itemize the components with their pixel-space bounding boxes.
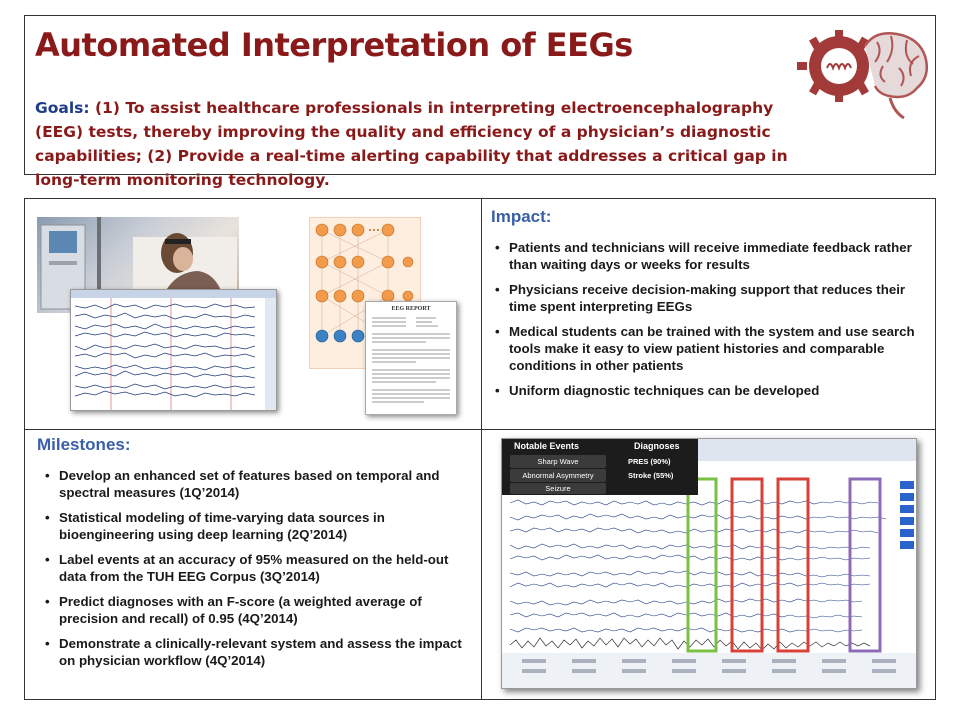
impact-item: • Physicians receive decision-making support that reduces their time spent interpreting EEGs — [495, 281, 925, 315]
impact-item: • Patients and technicians will receive immediate feedback rather than waiting days or weeks for results — [495, 239, 925, 273]
event-seizure-button[interactable]: Seizure — [510, 483, 606, 494]
red-highlight-box-2 — [778, 479, 808, 651]
milestones-heading: Milestones: — [37, 435, 131, 454]
eeg-report-document — [365, 301, 457, 415]
notable-events-panel — [502, 439, 698, 495]
eeg-viewer-screenshot — [501, 438, 917, 689]
purple-highlight-box — [850, 479, 880, 651]
milestone-item: • Demonstrate a clinically-relevant system and assess the impact on physician workflow (4Q’2014) — [45, 635, 465, 669]
notable-events-label: Notable Events — [514, 441, 580, 451]
milestone-item: • Develop an enhanced set of features based on temporal and spectral measures (1Q’2014) — [45, 467, 465, 501]
impact-item: • Medical students can be trained with the system and use search tools make it easy to view patient histories and comparable conditions in other patients — [495, 323, 925, 374]
milestone-item: • Statistical modeling of time-varying data sources in bioengineering using deep learning (2Q’2014) — [45, 509, 465, 543]
diagnoses-label: Diagnoses — [634, 441, 680, 451]
event-abnormal-asymmetry-button[interactable]: Abnormal Asymmetry — [510, 469, 606, 482]
event-sharp-wave-button[interactable]: Sharp Wave — [510, 455, 606, 468]
impact-list — [495, 239, 925, 407]
milestones-list — [45, 467, 465, 677]
diagnosis-item: Stroke (55%) — [628, 471, 674, 480]
impact-item: • Uniform diagnostic techniques can be developed — [495, 382, 925, 399]
impact-heading: Impact: — [491, 207, 552, 226]
brain-gear-logo-icon — [795, 26, 930, 126]
milestone-item: • Predict diagnoses with an F-score (a weighted average of precision and recall) of 0.95 (4Q’2014) — [45, 593, 465, 627]
header-panel — [24, 15, 936, 189]
report-title: EEG REPORT — [391, 306, 431, 312]
vertical-divider — [481, 199, 482, 699]
horizontal-divider — [25, 429, 935, 430]
goals-label: Goals: — [35, 99, 90, 117]
red-highlight-box-1 — [732, 479, 762, 651]
diagnosis-item: PRES (90%) — [628, 457, 671, 466]
page-title: Automated Interpretation of EEGs — [35, 26, 633, 64]
goals-paragraph — [35, 96, 795, 192]
goals-text: (1) To assist healthcare professionals in interpreting electroencephalography (EEG) tests, thereby improving the quality and efficiency of a physician’s diagnostic capabilities; (2) Provide a real-time alerting capability that addresses a critical gap in long-term monitoring technology. — [35, 99, 788, 189]
content-grid — [24, 198, 936, 700]
eeg-recording-thumbnail — [70, 289, 277, 411]
milestone-item: • Label events at an accuracy of 95% measured on the held-out data from the TUH EEG Corpus (3Q’2014) — [45, 551, 465, 585]
